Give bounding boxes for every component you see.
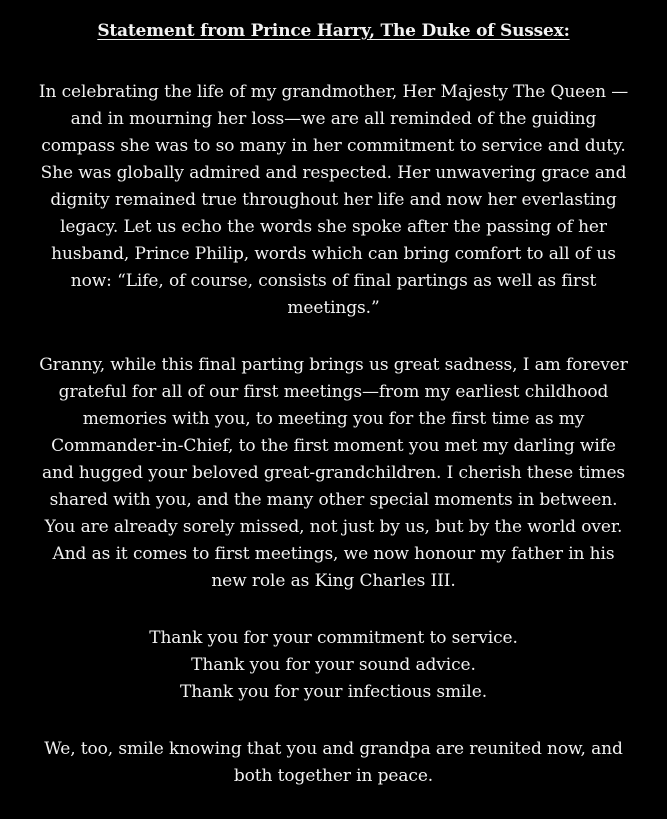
paragraph-closing: We, too, smile knowing that you and grandpa are reunited now, and both together in peace. <box>44 739 623 786</box>
thank-you-service: Thank you for your commitment to service. <box>149 628 518 648</box>
thank-you-advice: Thank you for your sound advice. <box>191 655 476 675</box>
thank-you-smile: Thank you for your infectious smile. <box>179 682 488 702</box>
thank-you-lines <box>36 625 631 706</box>
paragraph-granny: Granny, while this final parting brings us great sadness, I am forever grateful for all of our first meetings—from my earliest childhood memories with you, to meeting you for the first time as my Commander-in-Chief, to the first moment you met my darling wife and hugged your beloved great-grandchildren. I cherish these times shared with you, and the many other special moments in between. You are already sorely missed, not just by us, but by the world over. And as it comes to first meetings, we now honour my father in his new role as King Charles III. <box>39 355 628 591</box>
paragraph-celebrating-life: In celebrating the life of my grandmother, Her Majesty The Queen —and in mourning her loss—we are all reminded of the guiding compass she was to so many in her commitment to service and duty. She was globally admired and respected. Her unwavering grace and dignity remained true throughout her life and now her everlasting legacy. Let us echo the words she spoke after the passing of her husband, Prince Philip, words which can bring comfort to all of us now: “Life, of course, consists of final partings as well as first meetings.” <box>38 82 629 318</box>
statement-title: Statement from Prince Harry, The Duke of Sussex: <box>97 21 570 41</box>
